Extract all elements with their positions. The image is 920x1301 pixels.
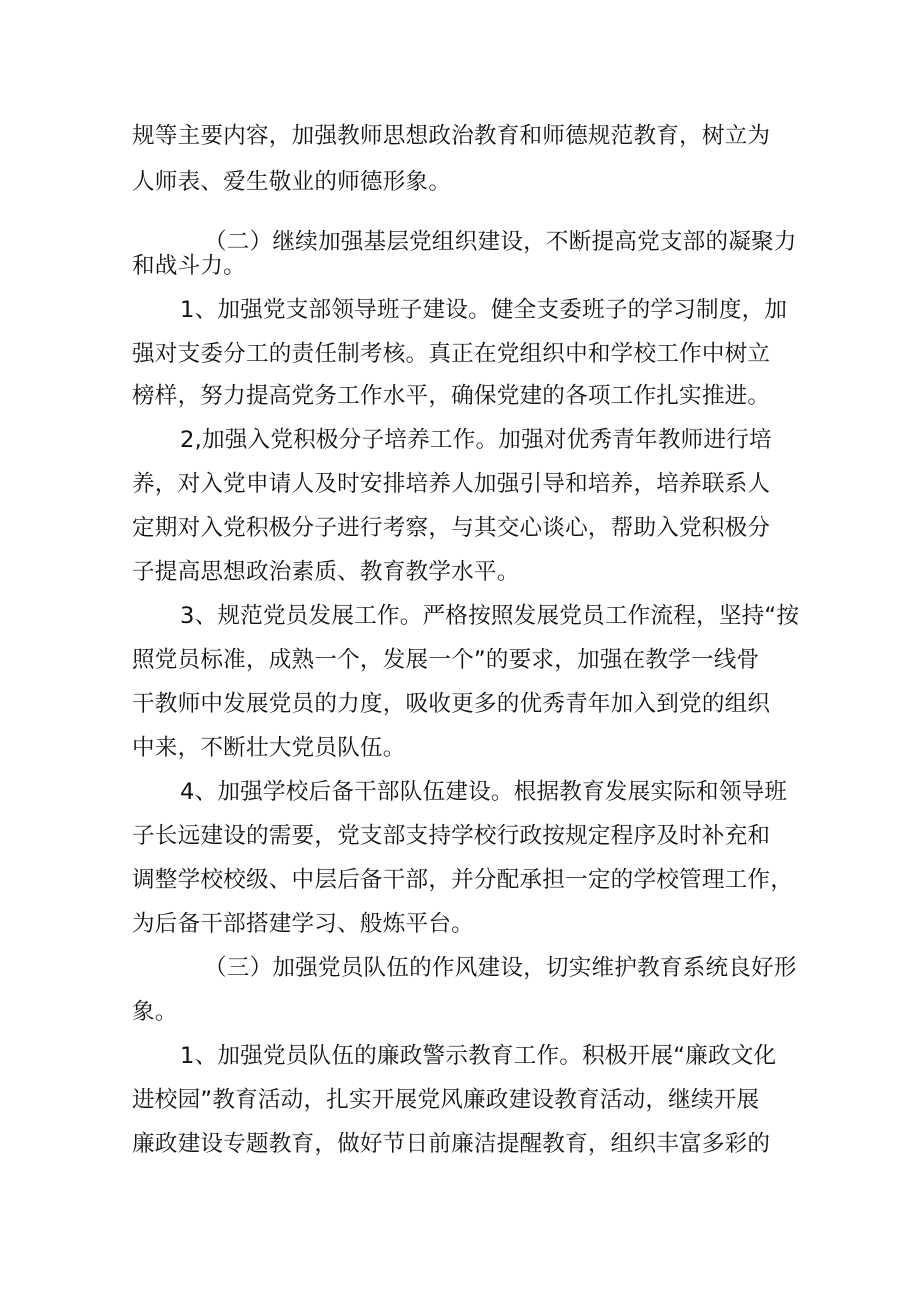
section-heading-2: （二）继续加强基层党组织建设，不断提高党支部的凝聚力 [204,229,797,255]
text-line: 养，对入党申请人及时安排培养人加强引导和培养，培养联系人 [132,471,771,497]
text-line: 4、加强学校后备干部队伍建设。根据教育发展实际和领导班 [180,779,788,805]
text-line: 规等主要内容，加强教师思想政治教育和师德规范教育，树立为 [132,123,771,149]
section-heading-3: （三）加强党员队伍的作风建设，切实维护教育系统良好形 [204,955,797,981]
text-line: 子提高思想政治素质、教育教学水平。 [132,559,520,585]
text-line: 子长远建设的需要，党支部支持学校行政按规定程序及时补充和 [132,823,771,849]
text-line: 为后备干部搭建学习、般炼平台。 [132,911,474,937]
text-line: 1、加强党员队伍的廉政警示教育工作。积极开展“廉政文化 [180,1043,777,1069]
text-line: 照党员标准，成熟一个，发展一个”的要求，加强在教学一线骨 [132,647,760,673]
text-line: 廉政建设专题教育，做好节日前廉洁提醒教育，组织丰富多彩的 [132,1131,771,1157]
text-line: 2,加强入党积极分子培养工作。加强对优秀青年教师进行培 [180,427,772,453]
text-line: 定期对入党积极分子进行考察，与其交心谈心，帮助入党积极分 [132,515,771,541]
text-line: 调整学校校级、中层后备干部，并分配承担一定的学校管理工作， [132,867,794,893]
text-line: 人师表、爱生敬业的师德形象。 [132,169,452,195]
text-line: 强对支委分工的责任制考核。真正在党组织中和学校工作中树立 [132,341,771,367]
text-line: 干教师中发展党员的力度，吸收更多的优秀青年加入到党的组织 [132,691,771,717]
text-line: 榜样，努力提高党务工作水平，确保党建的各项工作扎实推进。 [132,383,771,409]
text-line: 进校园”教育活动，扎实开展党风廉政建设教育活动，继续开展 [132,1087,760,1113]
text-line: 3、规范党员发展工作。严格按照发展党员工作流程，坚持“按 [180,603,800,629]
text-line: 中来，不断壮大党员队伍。 [132,735,406,761]
text-line: 1、加强党支部领导班子建设。健全支委班子的学习制度，加 [180,297,788,323]
text-line: 象。 [132,999,178,1025]
text-line: 和战斗力。 [132,253,246,279]
